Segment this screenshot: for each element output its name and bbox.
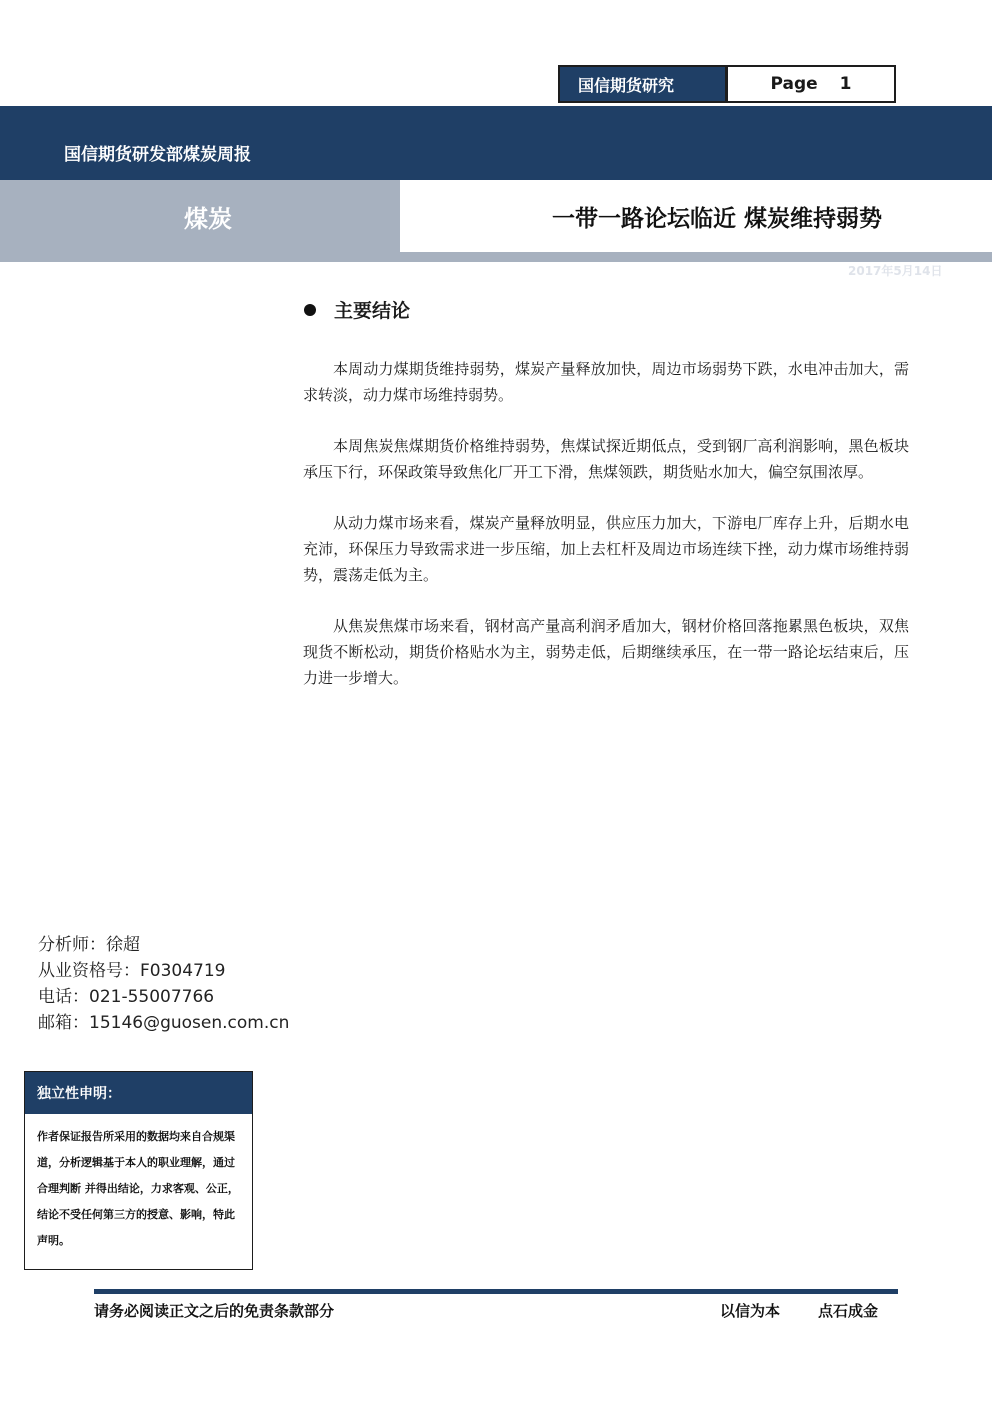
report-date: 2017年5月14日 xyxy=(848,264,943,278)
independence-statement xyxy=(24,1071,253,1270)
paragraph: 从焦炭焦煤市场来看，钢材高产量高利润矛盾加大，钢材价格回落拖累黑色板块，双焦现货不断松动，期货价格贴水为主，弱势走低，后期继续承压，在一带一路论坛结束后，压力进一步增大。 xyxy=(303,617,909,687)
report-series-title: 国信期货研发部煤炭周报 xyxy=(64,145,251,165)
statement-text: 作者保证报告所采用的数据均来自合规渠道，分析逻辑基于本人的职业理解，通过合理判断 并得出结论，力求客观、公正，结论不受任何第三方的授意、影响，特此声明。 xyxy=(37,1130,239,1247)
footer-divider xyxy=(94,1289,898,1294)
conclusion-body xyxy=(303,356,909,716)
paragraph: 本周焦炭焦煤期货价格维持弱势，焦煤试探近期低点，受到钢厂高利润影响，黑色板块承压下行，环保政策导致焦化厂开工下滑，焦煤领跌，期货贴水加大，偏空氛围浓厚。 xyxy=(303,437,909,481)
sector-label: 煤炭 xyxy=(0,180,400,252)
paragraph: 本周动力煤期货维持弱势，煤炭产量释放加快，周边市场弱势下跌，水电冲击加大，需求转淡，动力煤市场维持弱势。 xyxy=(303,360,909,404)
page-label: Page xyxy=(770,74,818,94)
statement-heading: 独立性申明： xyxy=(25,1072,252,1114)
header-box xyxy=(558,65,896,103)
bullet-icon xyxy=(304,304,316,316)
report-headline: 一带一路论坛临近 煤炭维持弱势 xyxy=(400,180,992,252)
page-indicator xyxy=(728,67,894,101)
analyst-info xyxy=(38,932,289,1036)
section-heading-text: 主要结论 xyxy=(334,300,411,322)
analyst-phone: 电话：021-55007766 xyxy=(38,987,215,1007)
section-heading xyxy=(304,296,410,323)
page-number: 1 xyxy=(839,74,852,94)
report-banner xyxy=(0,106,992,180)
brand-label: 国信期货研究 xyxy=(560,67,728,101)
footer-motto xyxy=(720,1300,878,1321)
analyst-name: 分析师：徐超 xyxy=(38,935,140,955)
analyst-license: 从业资格号：F0304719 xyxy=(38,961,226,981)
motto-2: 点石成金 xyxy=(818,1302,879,1320)
motto-1: 以信为本 xyxy=(720,1302,781,1320)
analyst-email: 邮箱：15146@guosen.com.cn xyxy=(38,1013,290,1033)
footer-notice: 请务必阅读正文之后的免责条款部分 xyxy=(94,1302,335,1320)
paragraph: 从动力煤市场来看，煤炭产量释放明显，供应压力加大，下游电厂库存上升，后期水电充沛，环保压力导致需求进一步压缩，加上去杠杆及周边市场连续下挫，动力煤市场维持弱势，震荡走低为主。 xyxy=(303,514,909,584)
